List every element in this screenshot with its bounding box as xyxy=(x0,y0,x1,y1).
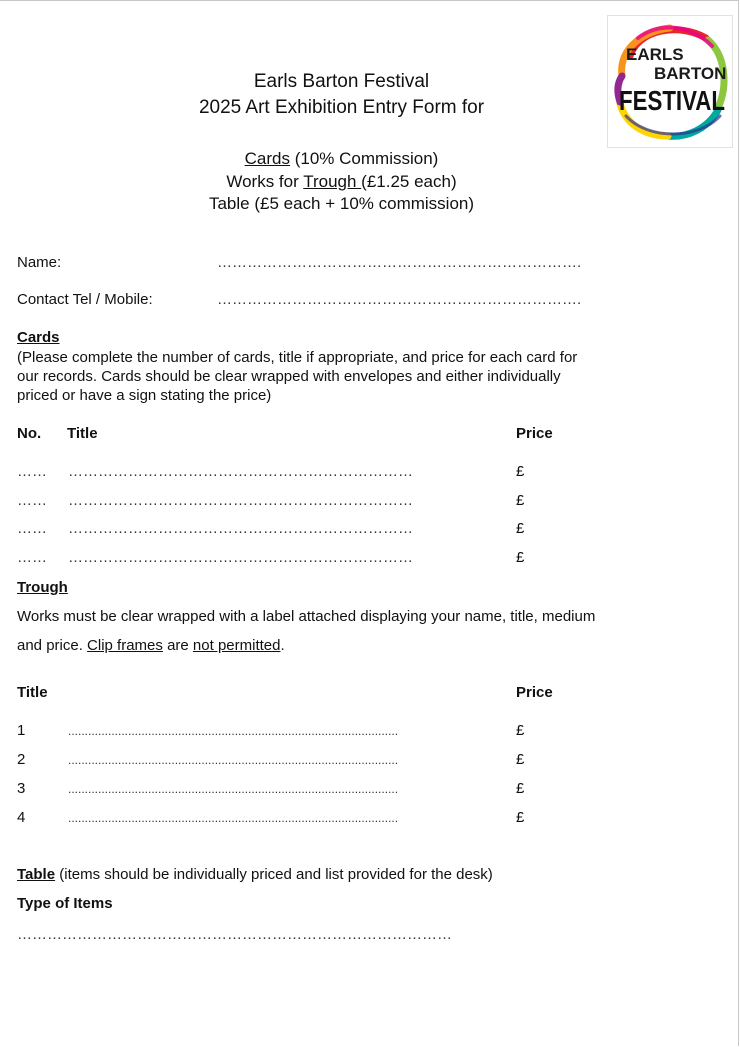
trough-row-price-field[interactable]: £ xyxy=(516,722,525,739)
logo-word-barton: BARTON xyxy=(654,64,727,83)
trough-row-number: 3 xyxy=(17,780,26,797)
table-price-line: Table (£5 each + 10% commission) xyxy=(208,194,475,213)
trough-col-title: Title xyxy=(17,684,48,701)
cards-col-price: Price xyxy=(516,425,553,442)
festival-logo-graphic xyxy=(608,16,732,147)
cards-row-price-field[interactable]: £ xyxy=(516,520,525,537)
festival-title: Earls Barton Festival xyxy=(253,71,430,92)
cards-commission-line xyxy=(0,149,683,169)
cards-row-title-field[interactable]: …………………………………………………………… xyxy=(68,520,413,537)
clip-frames-text: Clip frames xyxy=(87,637,163,654)
form-title: 2025 Art Exhibition Entry Form for xyxy=(198,97,485,118)
trough-line2-b: are xyxy=(162,637,193,654)
trough-row-price-field[interactable]: £ xyxy=(516,780,525,797)
table-note: (items should be individually priced and list provided for the desk) xyxy=(55,866,493,883)
cards-instructions-line-2: our records. Cards should be clear wrapped with envelopes and either individually xyxy=(17,368,561,385)
cards-row-no-field[interactable]: …… xyxy=(17,463,47,480)
trough-price-line xyxy=(0,172,683,192)
table-heading: Table xyxy=(17,866,56,883)
trough-row-title-field[interactable]: ................................................................................................... xyxy=(68,811,399,825)
not-permitted-text: not permitted xyxy=(192,637,281,654)
cards-row-price-field[interactable]: £ xyxy=(516,463,525,480)
trough-row-title-field[interactable]: ................................................................................................... xyxy=(68,724,399,738)
cards-row-title-field[interactable]: …………………………………………………………… xyxy=(68,463,413,480)
name-label: Name: xyxy=(17,254,62,271)
contact-tel-label: Contact Tel / Mobile: xyxy=(17,291,153,308)
cards-row-title-field[interactable]: …………………………………………………………… xyxy=(68,549,413,566)
logo-word-earls: EARLS xyxy=(626,45,684,64)
contact-tel-field[interactable]: ………………………………………………………………. xyxy=(217,291,582,308)
name-field[interactable]: ………………………………………………………………. xyxy=(217,254,582,271)
trough-label: Trough xyxy=(303,172,362,191)
cards-col-no: No. xyxy=(17,425,42,442)
festival-logo xyxy=(607,15,733,148)
cards-commission: (10% Commission) xyxy=(290,149,439,168)
cards-heading: Cards xyxy=(17,329,60,346)
trough-row-price-field[interactable]: £ xyxy=(516,809,525,826)
cards-row-price-field[interactable]: £ xyxy=(516,492,525,509)
trough-row-number: 2 xyxy=(17,751,26,768)
trough-instructions-line-2 xyxy=(17,637,285,654)
cards-col-title: Title xyxy=(67,425,98,442)
type-of-items-label: Type of Items xyxy=(17,895,113,912)
type-of-items-field[interactable]: …………………………………………………………………………… xyxy=(17,926,452,943)
trough-row-title-field[interactable]: ................................................................................................... xyxy=(68,782,399,796)
trough-row-title-field[interactable]: ................................................................................................... xyxy=(68,753,399,767)
cards-label: Cards xyxy=(244,149,291,168)
cards-row-no-field[interactable]: …… xyxy=(17,549,47,566)
logo-word-festival: FESTIVAL xyxy=(619,85,725,116)
trough-line2-c: . xyxy=(280,637,285,654)
cards-instructions-line-3: priced or have a sign stating the price) xyxy=(17,387,272,404)
cards-row-title-field[interactable]: …………………………………………………………… xyxy=(68,492,413,509)
table-heading-line xyxy=(17,866,493,883)
trough-heading: Trough xyxy=(17,579,68,596)
trough-row-number: 4 xyxy=(17,809,26,826)
cards-instructions-line-1: (Please complete the number of cards, title if appropriate, and price for each card for xyxy=(17,349,578,366)
cards-row-no-field[interactable]: …… xyxy=(17,520,47,537)
works-prefix: Works for xyxy=(226,172,304,191)
trough-row-price-field[interactable]: £ xyxy=(516,751,525,768)
trough-row-number: 1 xyxy=(17,722,26,739)
trough-col-price: Price xyxy=(516,684,553,701)
trough-instructions-line-1: Works must be clear wrapped with a label attached displaying your name, title, medium xyxy=(17,608,596,625)
cards-row-price-field[interactable]: £ xyxy=(516,549,525,566)
trough-price: (£1.25 each) xyxy=(361,172,457,191)
trough-line2-a: and price. xyxy=(17,637,88,654)
cards-row-no-field[interactable]: …… xyxy=(17,492,47,509)
